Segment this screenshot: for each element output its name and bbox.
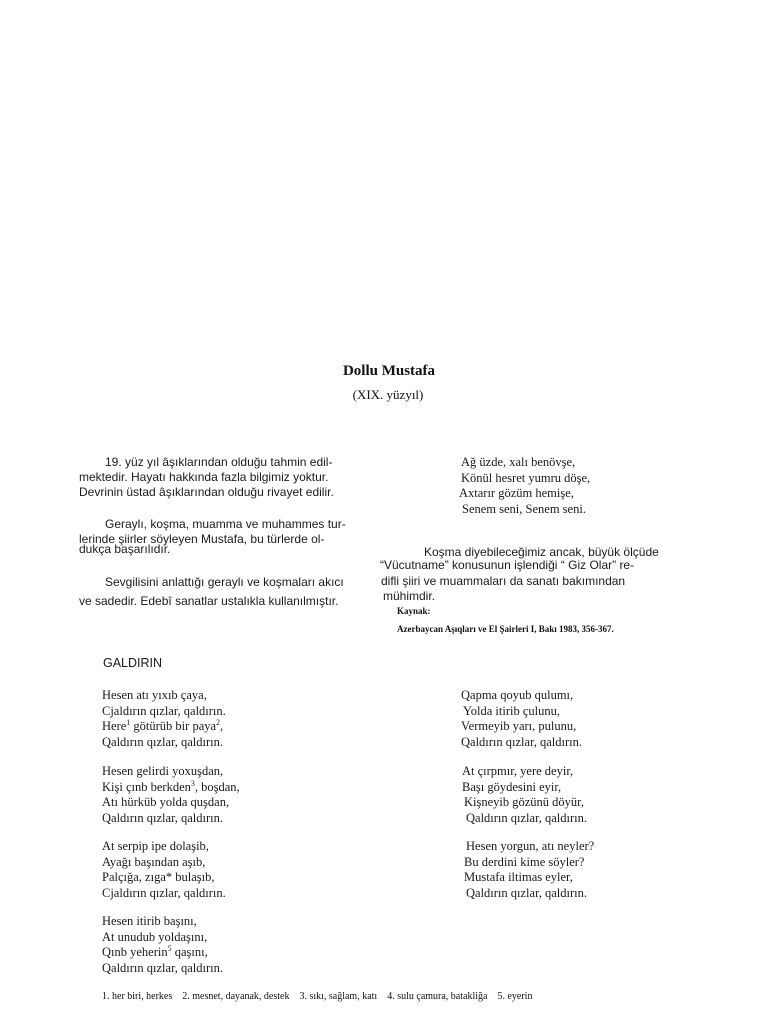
poem-line: Atı hürküb yolda quşdan, bbox=[102, 795, 230, 809]
page-title: Dollu Mustafa bbox=[342, 363, 436, 379]
poem-line: Mustafa iltimas eyler, bbox=[464, 870, 573, 884]
quote-stanza bbox=[459, 455, 590, 517]
page-subtitle: (XIX. yüzyıl) bbox=[352, 387, 424, 402]
intro-paragraph-1 bbox=[79, 455, 334, 500]
poem-stanza-left-3 bbox=[102, 839, 226, 901]
poem-line: Qaldırın qızlar, qaldırın. bbox=[461, 734, 582, 749]
poem-line-with-note: Qınb yeherin$^5$ qaşını, bbox=[102, 943, 208, 959]
poem-stanza-left-2 bbox=[102, 764, 240, 826]
text-line: dukça başarılıdır. bbox=[79, 542, 171, 556]
footnotes: 1. her biri, herkes 2. mesnet, dayanak, destek 3. sıkı, sağlam, katı 4. sulu çamura, batakliğa 5. eyerin bbox=[102, 991, 533, 1002]
poem-heading: GALDIRIN bbox=[103, 656, 163, 670]
poem-line: Qaldırın qızlar, qaldırın. bbox=[466, 885, 587, 900]
footnote-ref: 1 bbox=[126, 717, 131, 727]
right-paragraph bbox=[380, 545, 659, 604]
poem-line: Qaldırın qızlar, qaldırın. bbox=[102, 734, 223, 749]
footnote-ref: 3 bbox=[190, 778, 195, 788]
poem-stanza-right-1 bbox=[461, 688, 582, 750]
text-line: Devrinin üstad âşıklarından olduğu rivayet edilir. bbox=[79, 485, 334, 499]
poem-stanza-left-4 bbox=[102, 914, 223, 976]
footnote-ref: 2 bbox=[216, 717, 221, 727]
poem-line: Cjaldırın qızlar, qaldırın. bbox=[102, 885, 226, 900]
poem-line: Başı göydesini eyir, bbox=[462, 779, 562, 794]
poem-line: Hesen itirib başını, bbox=[102, 914, 197, 928]
source-label: Kaynak: bbox=[397, 606, 431, 616]
quote-line: Ağ üzde, xalı benövşe, bbox=[461, 455, 576, 469]
intro-paragraph-2 bbox=[79, 517, 346, 557]
text-line: ve sadedir. Edebî sanatlar ustalıkla kullanılmıştır. bbox=[79, 594, 339, 608]
poem-line: Hesen gelirdi yoxuşdan, bbox=[102, 764, 224, 778]
poem-stanza-right-2 bbox=[462, 764, 587, 826]
quote-line: Axtarır gözüm hemişe, bbox=[459, 486, 574, 500]
poem-line: Hesen yorgun, atı neyler? bbox=[466, 839, 595, 853]
text-line: lerinde şiirler söyleyen Mustafa, bu türlerde ol- bbox=[79, 532, 325, 546]
poem-line: Qaldırın qızlar, qaldırın. bbox=[102, 810, 223, 825]
text-line: Koşma diyebileceğimiz ancak, büyük ölçüde bbox=[424, 545, 659, 559]
text-line: Sevgilisini anlattığı geraylı ve koşmaları akıcı bbox=[105, 575, 344, 589]
text-line: 19. yüz yıl âşıklarından olduğu tahmin edil- bbox=[105, 455, 333, 469]
text-line: “Vücutname” konusunun işlendiği “ Giz Olar” re- bbox=[380, 558, 635, 572]
poem-line: Qaldırın qızlar, qaldırın. bbox=[466, 810, 587, 825]
text-line: mektedir. Hayatı hakkında fazla bilgimiz yoktur. bbox=[79, 470, 329, 484]
poem-line: Kişneyib gözünü döyür, bbox=[464, 795, 584, 809]
quote-line: Könül hesret yumru döşe, bbox=[461, 470, 591, 485]
poem-line: Ayağı başından aşıb, bbox=[102, 854, 206, 869]
text-line: difli şiiri ve muammaları da sanatı bakımından bbox=[381, 574, 626, 588]
poem-line: At serpip ipe dolaşib, bbox=[102, 839, 209, 853]
intro-paragraph-3 bbox=[79, 573, 344, 611]
poem-line: Bu derdini kime söyler? bbox=[464, 854, 585, 869]
poem-line-with-notes: Here$^1$ götürüb bir paya$^2$, bbox=[102, 717, 224, 733]
poem-line: At çırpmır, yere deyir, bbox=[462, 764, 574, 778]
poem-stanza-left-1 bbox=[102, 688, 226, 750]
text-line: Geraylı, koşma, muamma ve muhammes tur- bbox=[105, 517, 346, 531]
poem-line: Qaldırın qızlar, qaldırın. bbox=[102, 960, 223, 975]
poem-line: At unudub yoldaşını, bbox=[102, 929, 208, 944]
poem-stanza-right-3 bbox=[462, 839, 594, 901]
poem-line-with-note: Kişi çınb berkden$^3$, boşdan, bbox=[102, 778, 240, 794]
source-text: Azerbaycan Aşıqları ve El Şairleri I, Bakı 1983, 356-367. bbox=[397, 624, 614, 634]
poem-line: Yolda itirib çulunu, bbox=[463, 703, 560, 718]
footnote-ref: 5 bbox=[167, 943, 172, 953]
poem-line: Vermeyib yarı, pulunu, bbox=[461, 719, 577, 733]
poem-line: Cjaldırın qızlar, qaldırın. bbox=[102, 703, 226, 718]
text-line: mühimdir. bbox=[383, 589, 436, 603]
poem-line: Palçığa, zıga* bulaşıb, bbox=[102, 870, 215, 884]
quote-line: Senem seni, Senem seni. bbox=[462, 501, 586, 516]
poem-line: Hesen atı yıxıb çaya, bbox=[102, 688, 207, 702]
poem-line: Qapma qoyub qulumı, bbox=[461, 688, 574, 702]
